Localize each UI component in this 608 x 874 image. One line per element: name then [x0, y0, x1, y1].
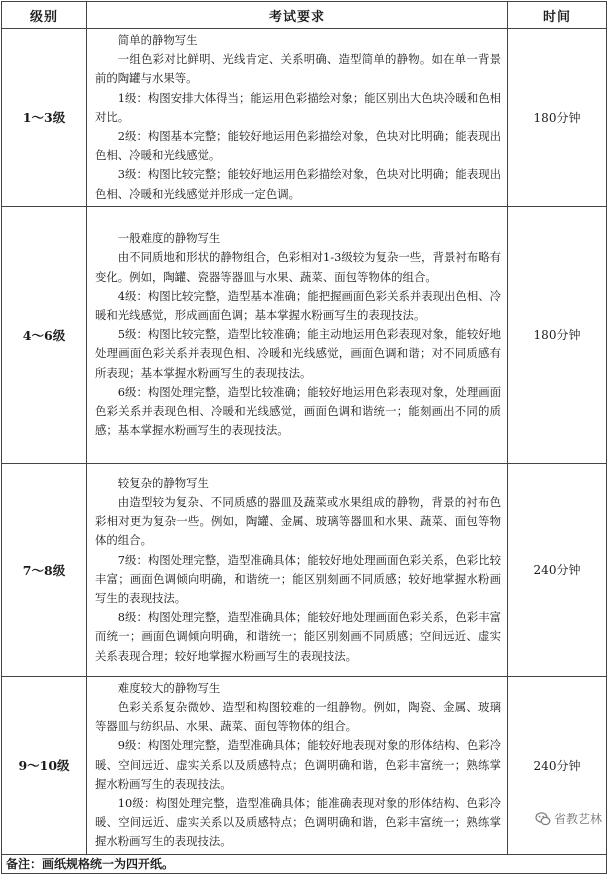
header-row	[2, 2, 607, 29]
time-cell: 240分钟	[508, 676, 607, 854]
requirement-title: 简单的静物写生	[117, 33, 198, 47]
requirement-paragraph: 2级：构图基本完整；能较好地运用色彩描绘对象，色块对比明确；能表现出色相、冷暖和光线感觉。	[95, 129, 501, 163]
requirement-title: 较复杂的静物写生	[117, 475, 209, 490]
requirement-paragraph: 由不同质地和形状的静物组合，色彩相对1-3级较为复杂一些，背景衬布略有变化。例如，陶罐、瓷器等器皿与水果、蔬菜、面包等物体的组合。	[95, 250, 501, 284]
table-row	[2, 676, 607, 854]
requirement-title: 一般难度的静物写生	[117, 231, 221, 246]
note-row	[2, 854, 607, 873]
table-row	[2, 29, 607, 207]
table-row	[2, 206, 607, 463]
note-text: 备注：画纸规格统一为四开纸。	[2, 854, 607, 873]
header-requirement: 考试要求	[87, 2, 508, 29]
table-row	[2, 463, 607, 676]
level-cell: 4～6级	[2, 206, 87, 463]
level-cell: 9～10级	[2, 676, 87, 854]
requirement-paragraph: 4级：构图比较完整，造型基本准确；能把握画面色彩关系并表现出色相、冷暖和光线感觉，形成画面色调；基本掌握水粉画写生的表现技法。	[95, 288, 501, 323]
requirement-cell	[87, 29, 508, 207]
requirement-title: 难度较大的静物写生	[117, 680, 221, 695]
requirement-paragraph: 由造型较为复杂、不同质感的器皿及蔬菜或水果组成的静物，背景的衬布色彩相对更为复杂一些。例如，陶罐、金属、玻璃等器皿和水果、蔬菜、面包等物体的组合。	[95, 495, 501, 548]
requirement-paragraph: 色彩关系复杂微妙、造型和构图较难的一组静物。例如，陶瓷、金属、玻璃等器皿与纺织品、水果、蔬菜、面包等物体的组合。	[95, 700, 501, 734]
watermark	[535, 810, 602, 827]
requirement-paragraph: 10级：构图处理完整，造型准确具体；能准确表现对象的形体结构、色彩冷暖、空间远近、虚实关系以及质感特点；色调明确和谐，色彩丰富统一；熟练掌握水粉画写生的表现技法。	[95, 796, 501, 849]
wechat-icon	[535, 811, 551, 827]
requirement-paragraph: 一组色彩对比鲜明、光线肯定、关系明确、造型简单的静物。如在单一背景前的陶罐与水果等。	[95, 52, 501, 86]
requirement-cell	[87, 676, 508, 854]
requirement-paragraph: 9级：构图处理完整，造型准确具体；能较好地表现对象的形体结构、色彩冷暖、空间远近、虚实关系以及质感特点；色调明确和谐，色彩丰富统一；熟练掌握水粉画写生的表现技法。	[95, 738, 501, 791]
requirement-paragraph: 6级：构图处理完整，造型比较准确；能较好地运用色彩表现对象，处理画面色彩关系并表现色相、冷暖和光线感觉，画面色调和谐统一；能刻画出不同的质感；基本掌握水粉画写生的表现技法。	[95, 384, 501, 438]
level-cell: 7～8级	[2, 463, 87, 676]
requirement-paragraph: 1级：构图安排大体得当；能运用色彩描绘对象；能区别出大色块冷暖和色相对比。	[95, 90, 501, 124]
header-time: 时间	[508, 2, 607, 29]
requirement-paragraph: 8级：构图处理完整，造型准确具体；能较好地处理画面色彩关系，色彩丰富而统一；画面色调倾向明确，和谐统一；能区别刻画不同质感；空间远近、虚实关系表现合理；较好地掌握水粉画写生的表现技法。	[95, 610, 501, 663]
level-cell: 1～3级	[2, 29, 87, 207]
requirement-cell	[87, 206, 508, 463]
requirement-paragraph: 5级：构图比较完整，造型比较准确；能主动地运用色彩表现对象，能较好地处理画面色彩关系并表现色相、冷暖和光线感觉，画面色调和谐；对不同质感有所表现；基本掌握水粉画写生的表现技法。	[95, 327, 501, 380]
exam-requirements-table	[1, 1, 607, 874]
requirement-cell	[87, 463, 508, 676]
time-cell: 240分钟	[508, 463, 607, 676]
header-level: 级别	[2, 2, 87, 29]
time-cell: 180分钟	[508, 29, 607, 207]
requirement-paragraph: 3级：构图比较完整；能较好地运用色彩描绘对象，色块对比明确；能表现出色相、冷暖和光线感觉并形成一定色调。	[95, 167, 501, 201]
requirement-paragraph: 7级：构图处理完整，造型准确具体；能较好地处理画面色彩关系，色彩比较丰富；画面色调倾向明确，和谐统一；能区别刻画不同质感；较好地掌握水粉画写生的表现技法。	[95, 552, 501, 606]
watermark-text: 省教艺林	[553, 812, 602, 826]
time-cell: 180分钟	[508, 206, 607, 463]
